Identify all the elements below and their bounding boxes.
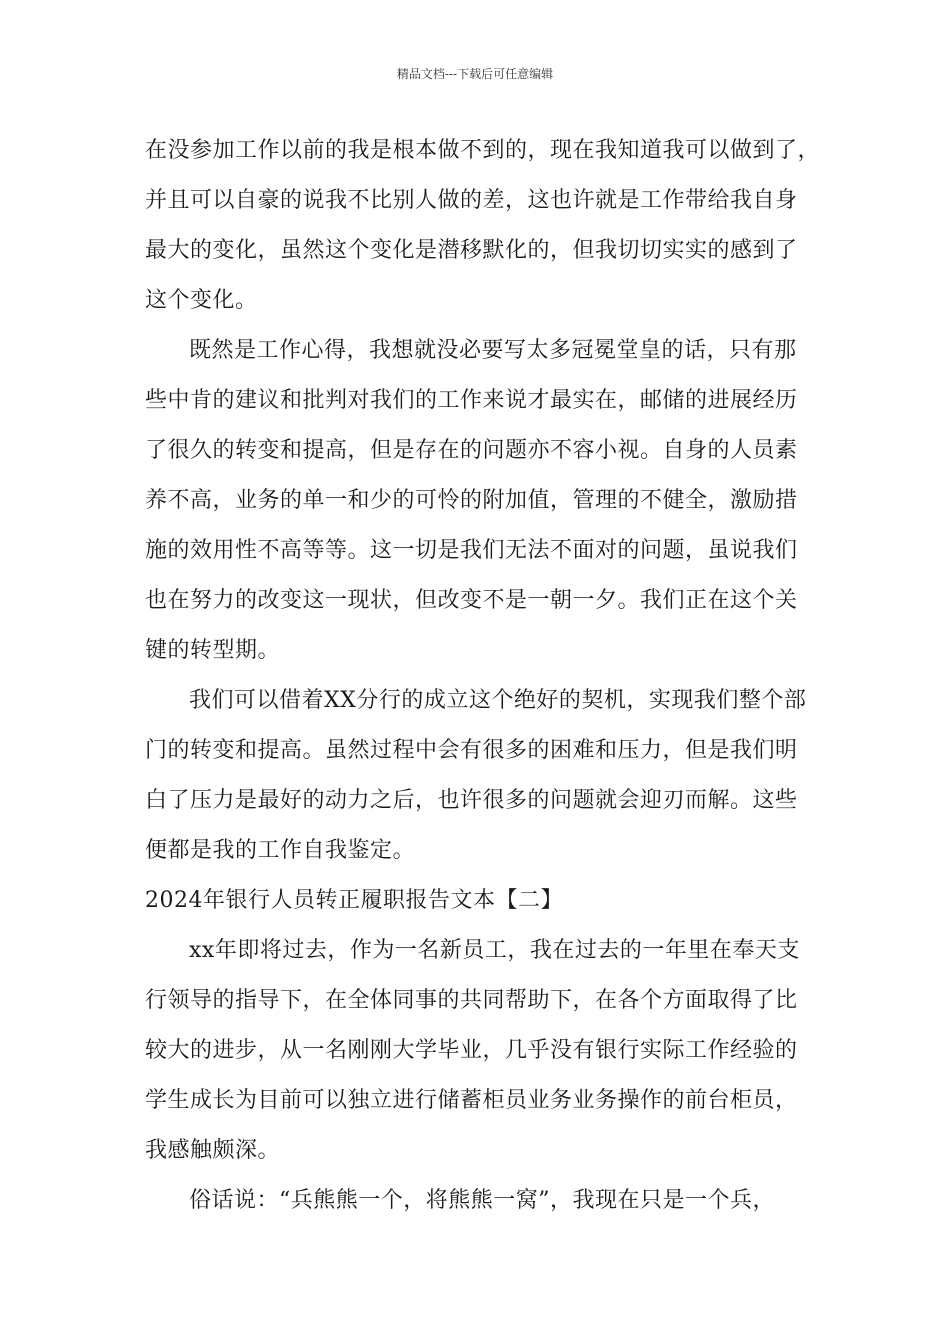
text-line: 在没参加工作以前的我是根本做不到的，现在我知道我可以做到了， [145, 138, 821, 163]
text-line: 较大的进步，从一名刚刚大学毕业，几乎没有银行实际工作经验的 [145, 1038, 798, 1063]
text-line: 行领导的指导下，在全体同事的共同帮助下，在各个方面取得了比 [145, 988, 798, 1013]
heading-text: 2024年银行人员转正履职报告文本【二】 [145, 888, 563, 913]
text-line: 最大的变化，虽然这个变化是潜移默化的，但我切切实实的感到了 [145, 238, 798, 263]
paragraph [145, 676, 825, 876]
text-line: 白了压力是最好的动力之后，也许很多的问题就会迎刃而解。这些 [145, 788, 798, 813]
text-line: 俗话说：“兵熊熊一个，将熊熊一窝”，我现在只是一个兵， [189, 1188, 775, 1213]
paragraph [145, 326, 825, 676]
page-header: 精品文档---下载后可任意编辑 [396, 67, 554, 81]
text-line: 这个变化。 [145, 288, 258, 313]
text-line: 养不高，业务的单一和少的可怜的附加值，管理的不健全，激励措 [145, 488, 798, 513]
text-line: 门的转变和提高。虽然过程中会有很多的困难和压力，但是我们明 [145, 738, 798, 763]
text-line: 也在努力的改变这一现状，但改变不是一朝一夕。我们正在这个关 [145, 588, 798, 613]
document-body [145, 126, 825, 1226]
paragraph [145, 926, 825, 1176]
text-line: xx年即将过去，作为一名新员工，我在过去的一年里在奉天支 [189, 938, 800, 963]
paragraph [145, 126, 825, 326]
text-line: 既然是工作心得，我想就没必要写太多冠冕堂皇的话，只有那 [189, 338, 797, 363]
text-line: 并且可以自豪的说我不比别人做的差，这也许就是工作带给我自身 [145, 188, 798, 213]
text-line: 便都是我的工作自我鉴定。 [145, 838, 416, 863]
text-line: 学生成长为目前可以独立进行储蓄柜员业务业务操作的前台柜员， [145, 1088, 798, 1113]
paragraph [145, 1176, 825, 1226]
text-line: 了很久的转变和提高，但是存在的问题亦不容小视。自身的人员素 [145, 438, 798, 463]
text-line: 键的转型期。 [145, 638, 281, 663]
text-line: 我感触颇深。 [145, 1138, 281, 1163]
text-line: 施的效用性不高等等。这一切是我们无法不面对的问题，虽说我们 [145, 538, 798, 563]
section-heading [145, 876, 825, 926]
text-line: 我们可以借着XX分行的成立这个绝好的契机，实现我们整个部 [189, 688, 807, 713]
text-line: 些中肯的建议和批判对我们的工作来说才最实在，邮储的进展经历 [145, 388, 798, 413]
